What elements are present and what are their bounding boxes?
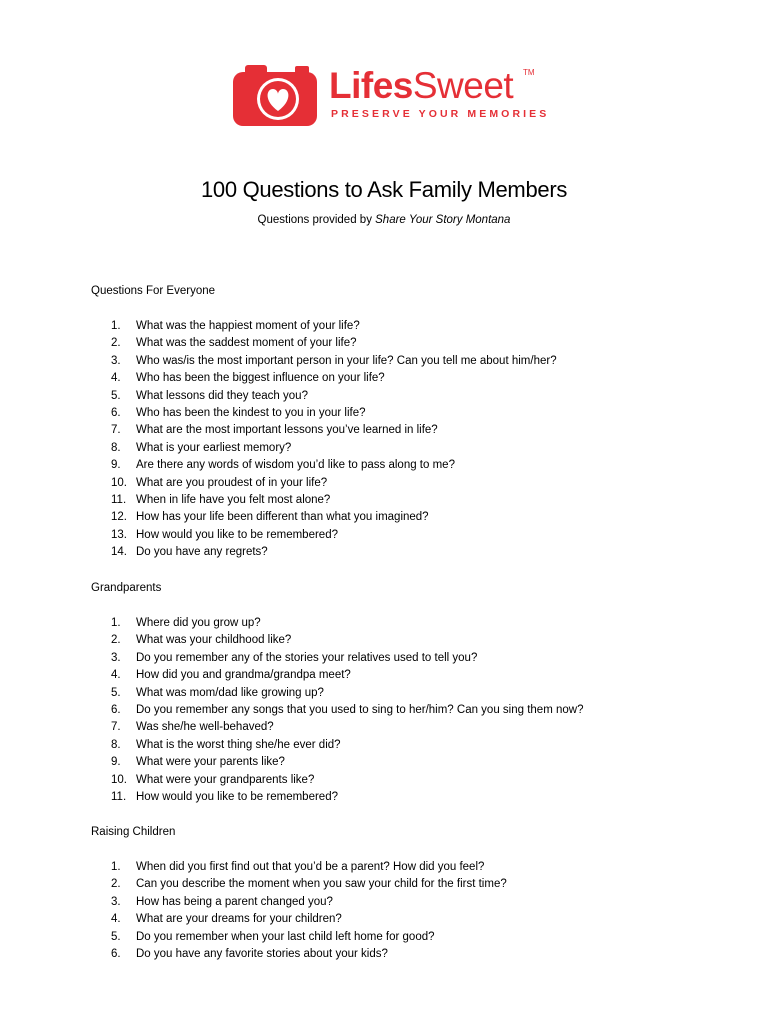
question-text: What were your grandparents like?: [136, 773, 315, 786]
item-number: 9.: [111, 459, 121, 472]
question-text: How did you and grandma/grandpa meet?: [136, 669, 351, 682]
item-number: 11.: [111, 493, 127, 506]
question-text: Who was/is the most important person in your life? Can you tell me about him/her?: [136, 354, 557, 367]
item-number: 5.: [111, 389, 121, 402]
item-number: 4.: [111, 372, 121, 385]
brand-tagline: PRESERVE YOUR MEMORIES: [331, 108, 550, 120]
item-number: 3.: [111, 354, 121, 367]
question-text: Was she/he well-behaved?: [136, 721, 274, 734]
question-text: What lessons did they teach you?: [136, 389, 308, 402]
item-number: 11.: [111, 790, 127, 803]
item-number: 2.: [111, 878, 121, 891]
item-number: 1.: [111, 861, 121, 873]
item-number: 10.: [111, 773, 127, 786]
document-title: 100 Questions to Ask Family Members: [200, 177, 568, 202]
question-text: What were your parents like?: [136, 756, 285, 769]
item-number: 3.: [111, 651, 121, 664]
question-text: What was mom/dad like growing up?: [136, 686, 324, 699]
question-text: What are the most important lessons you’ve learned in life?: [136, 424, 438, 437]
item-number: 2.: [111, 634, 121, 647]
question-text: When did you first find out that you’d be a parent? How did you feel?: [136, 861, 485, 873]
camera-heart-icon: [233, 64, 317, 126]
item-number: 5.: [111, 686, 121, 699]
question-text: Do you remember any of the stories your relatives used to tell you?: [136, 651, 478, 664]
item-number: 6.: [111, 406, 121, 419]
question-text: Do you have any favorite stories about your kids?: [136, 947, 388, 960]
question-text: How would you like to be remembered?: [136, 528, 338, 541]
document-subtitle: [0, 212, 768, 228]
question-text: Are there any words of wisdom you’d like to pass along to me?: [136, 459, 455, 472]
item-number: 3.: [111, 895, 121, 908]
question-text: When in life have you felt most alone?: [136, 493, 331, 506]
question-text: What are you proudest of in your life?: [136, 476, 328, 489]
subtitle-prefix: Questions provided by: [257, 214, 376, 226]
question-text: What is the worst thing she/he ever did?: [136, 738, 341, 751]
item-number: 8.: [111, 441, 121, 454]
brand-name: [329, 66, 513, 106]
section-heading-everyone: Questions For Everyone: [91, 285, 216, 297]
item-number: 9.: [111, 756, 121, 769]
question-text: Do you remember any songs that you used to sing to her/him? Can you sing them now?: [136, 703, 584, 716]
question-text: What is your earliest memory?: [136, 441, 292, 454]
brand-name-bold: Lifes: [329, 65, 413, 106]
brand-logo: [233, 64, 550, 128]
item-number: 1.: [111, 320, 121, 332]
question-text: Who has been the biggest influence on your life?: [136, 372, 385, 385]
item-number: 4.: [111, 669, 121, 682]
item-number: 5.: [111, 930, 121, 943]
item-number: 6.: [111, 947, 121, 960]
item-number: 14.: [111, 546, 127, 559]
item-number: 13.: [111, 528, 127, 541]
question-text: How would you like to be remembered?: [136, 790, 338, 803]
item-number: 6.: [111, 703, 121, 716]
question-text: Can you describe the moment when you saw your child for the first time?: [136, 878, 507, 891]
item-number: 1.: [111, 617, 121, 629]
item-number: 7.: [111, 721, 121, 734]
section-heading-grandparents: Grandparents: [91, 582, 162, 594]
question-text: Who has been the kindest to you in your life?: [136, 406, 366, 419]
question-text: How has your life been different than what you imagined?: [136, 511, 429, 524]
question-text: Where did you grow up?: [136, 617, 261, 629]
question-text: What was the saddest moment of your life?: [136, 337, 357, 350]
trademark-mark: TM: [523, 68, 535, 77]
section-heading-raising-children: Raising Children: [91, 826, 176, 838]
question-text: What are your dreams for your children?: [136, 913, 342, 926]
brand-name-regular: Sweet: [412, 65, 514, 106]
item-number: 12.: [111, 511, 127, 524]
question-text: Do you have any regrets?: [136, 546, 268, 559]
item-number: 10.: [111, 476, 127, 489]
item-number: 8.: [111, 738, 121, 751]
question-text: What was your childhood like?: [136, 634, 292, 647]
item-number: 7.: [111, 424, 121, 437]
item-number: 4.: [111, 913, 121, 926]
item-number: 2.: [111, 337, 121, 350]
question-text: What was the happiest moment of your life?: [136, 320, 360, 332]
question-text: How has being a parent changed you?: [136, 895, 333, 908]
question-text: Do you remember when your last child left home for good?: [136, 930, 435, 943]
subtitle-source: Share Your Story Montana: [375, 214, 511, 226]
